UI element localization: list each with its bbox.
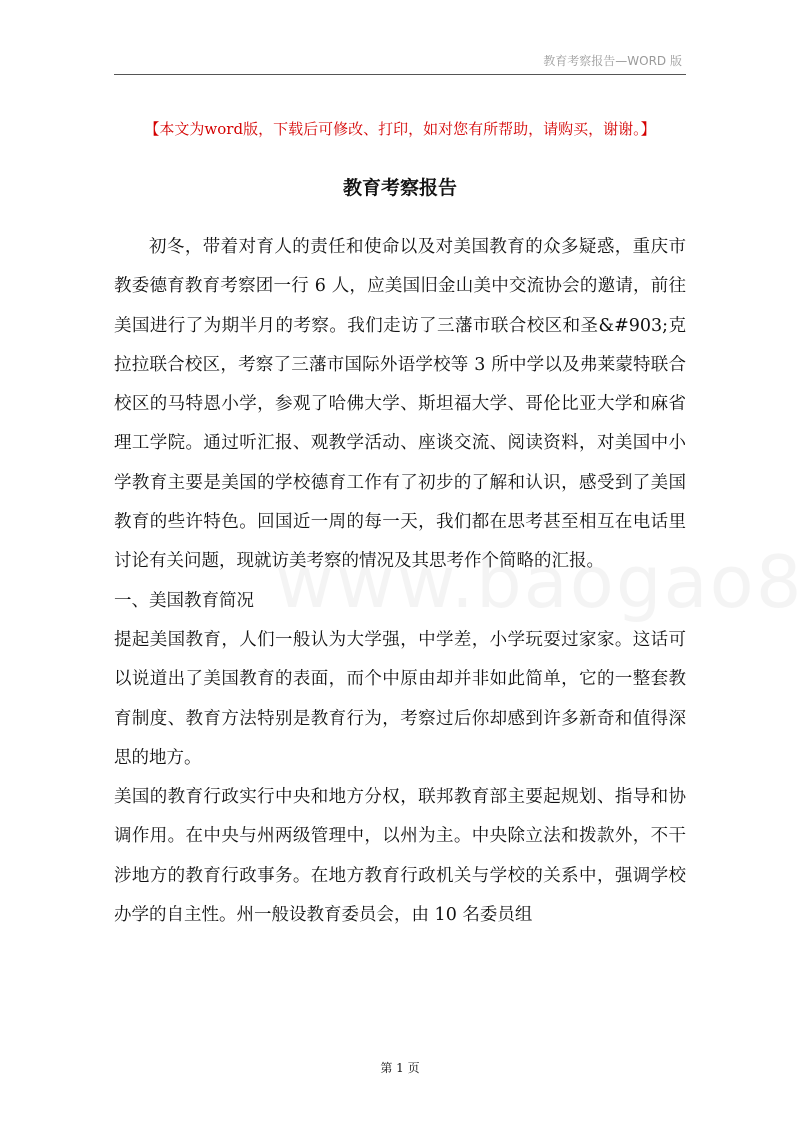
- page-number: 第 1 页: [380, 1061, 420, 1075]
- section-heading: 一、美国教育简况: [114, 590, 254, 611]
- paragraph: 提起美国教育，人们一般认为大学强，中学差，小学玩耍过家家。这话可以说道出了美国教育的表面，而个中原由却并非如此简单，它的一整套教育制度、教育方法特别是教育行为，考察过后你却感到许多新奇和值得深思的地方。: [114, 629, 686, 768]
- paragraph: 美国的教育行政实行中央和地方分权，联邦教育部主要起规划、指导和协调作用。在中央与州两级管理中，以州为主。中央除立法和拨款外，不干涉地方的教育行政事务。在地方教育行政机关与学校的关系中，强调学校办学的自主性。州一般设教育委员会，由 10 名委员组: [114, 787, 686, 926]
- header-divider: [114, 74, 686, 75]
- document-body: [114, 228, 686, 935]
- paragraph-intro: 初冬，带着对育人的责任和使命以及对美国教育的众多疑惑，重庆市教委德育教育考察团一行 6 人，应美国旧金山美中交流协会的邀请，前往美国进行了为期半月的考察。我们走访了三藩市联合校区和圣&#903;克拉拉联合校区，考察了三藩市国际外语学校等 3 所中学以及弗莱蒙特联合校区的马特恩小学，参观了哈佛大学、斯坦福大学、哥伦比亚大学和麻省理工学院。通过听汇报、观教学活动、座谈交流、阅读资料，对美国中小学教育主要是美国的学校德育工作有了初步的了解和认识，感受到了美国教育的些许特色。回国近一周的每一天，我们都在思考甚至相互在电话里讨论有关问题，现就访美考察的情况及其思考作个简略的汇报。: [114, 237, 686, 572]
- header-title: 教育考察报告—WORD 版: [543, 54, 682, 68]
- purchase-notice: 【本文为word版，下载后可修改、打印，如对您有所帮助，请购买，谢谢。】: [144, 120, 656, 138]
- document-title: 教育考察报告: [342, 177, 457, 199]
